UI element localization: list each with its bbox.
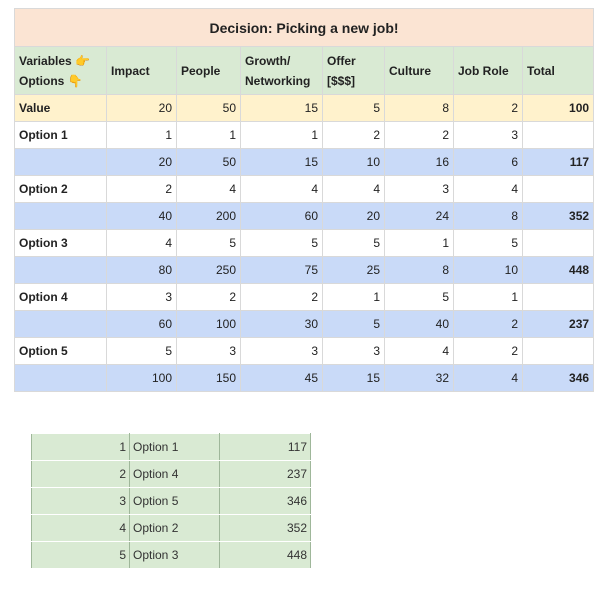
header-cell-impact[interactable]: Impact [107, 47, 177, 95]
empty-cell[interactable] [15, 311, 107, 338]
empty-cell[interactable] [15, 149, 107, 176]
rank-option-cell[interactable]: Option 3 [130, 542, 220, 569]
rank-total-cell[interactable]: 352 [220, 515, 311, 542]
score-cell[interactable]: 100 [107, 365, 177, 392]
rating-cell[interactable]: 2 [385, 122, 454, 149]
rank-cell[interactable]: 4 [32, 515, 130, 542]
option-total-cell[interactable]: 117 [523, 149, 594, 176]
rating-cell[interactable]: 2 [323, 122, 385, 149]
option-score-row [15, 365, 594, 392]
header-row [15, 47, 594, 95]
value-people-cell[interactable]: 50 [177, 95, 241, 122]
rating-cell[interactable]: 3 [385, 176, 454, 203]
rating-cell[interactable]: 5 [241, 230, 323, 257]
score-cell[interactable]: 250 [177, 257, 241, 284]
rating-cell[interactable]: 5 [107, 338, 177, 365]
header-cell-job-role[interactable]: Job Role [454, 47, 523, 95]
value-label-cell[interactable]: Value [15, 95, 107, 122]
value-growth-cell[interactable]: 15 [241, 95, 323, 122]
option-score-row [15, 257, 594, 284]
score-cell[interactable]: 32 [385, 365, 454, 392]
option-rating-row [15, 338, 594, 365]
decision-matrix-table [14, 8, 594, 392]
value-row [15, 95, 594, 122]
pointing-right-icon: 👉 [75, 53, 91, 68]
rating-cell[interactable]: 1 [241, 122, 323, 149]
rating-cell[interactable]: 4 [454, 176, 523, 203]
score-cell[interactable]: 15 [323, 365, 385, 392]
networking-label: Networking [245, 73, 311, 88]
empty-cell[interactable] [15, 365, 107, 392]
offer-label: Offer [327, 53, 356, 68]
score-cell[interactable]: 30 [241, 311, 323, 338]
option-rating-row [15, 176, 594, 203]
score-cell[interactable]: 75 [241, 257, 323, 284]
header-cell-culture[interactable]: Culture [385, 47, 454, 95]
ranking-row [32, 542, 311, 569]
rank-option-cell[interactable]: Option 2 [130, 515, 220, 542]
score-cell[interactable]: 5 [323, 311, 385, 338]
option-label-cell[interactable]: Option 1 [15, 122, 107, 149]
score-cell[interactable]: 80 [107, 257, 177, 284]
offer-currency-label: [$$$] [327, 73, 356, 88]
ranking-row [32, 461, 311, 488]
header-cell-variables-options[interactable] [15, 47, 107, 95]
rating-cell[interactable]: 1 [385, 230, 454, 257]
score-cell[interactable]: 6 [454, 149, 523, 176]
rating-cell[interactable]: 2 [177, 284, 241, 311]
score-cell[interactable]: 150 [177, 365, 241, 392]
empty-cell[interactable] [15, 203, 107, 230]
ranking-row [32, 488, 311, 515]
option-total-cell[interactable]: 352 [523, 203, 594, 230]
rating-cell[interactable]: 5 [385, 284, 454, 311]
rating-cell[interactable]: 1 [454, 284, 523, 311]
empty-cell[interactable] [523, 284, 594, 311]
score-cell[interactable]: 2 [454, 311, 523, 338]
rating-cell[interactable]: 1 [107, 122, 177, 149]
rating-cell[interactable]: 3 [454, 122, 523, 149]
score-cell[interactable]: 20 [323, 203, 385, 230]
score-cell[interactable]: 15 [241, 149, 323, 176]
header-cell-offer[interactable] [323, 47, 385, 95]
rank-cell[interactable]: 5 [32, 542, 130, 569]
score-cell[interactable]: 60 [241, 203, 323, 230]
option-score-row [15, 149, 594, 176]
rank-option-cell[interactable]: Option 4 [130, 461, 220, 488]
header-cell-growth[interactable] [241, 47, 323, 95]
score-cell[interactable]: 45 [241, 365, 323, 392]
score-cell[interactable]: 10 [454, 257, 523, 284]
empty-cell[interactable] [523, 122, 594, 149]
empty-cell[interactable] [523, 338, 594, 365]
rating-cell[interactable]: 4 [177, 176, 241, 203]
value-job-role-cell[interactable]: 2 [454, 95, 523, 122]
rating-cell[interactable]: 4 [323, 176, 385, 203]
rating-cell[interactable]: 4 [241, 176, 323, 203]
rating-cell[interactable]: 5 [177, 230, 241, 257]
rank-total-cell[interactable]: 448 [220, 542, 311, 569]
rating-cell[interactable]: 3 [323, 338, 385, 365]
rating-cell[interactable]: 4 [385, 338, 454, 365]
rank-option-cell[interactable]: Option 5 [130, 488, 220, 515]
value-offer-cell[interactable]: 5 [323, 95, 385, 122]
score-cell[interactable]: 25 [323, 257, 385, 284]
options-label: Options [19, 73, 65, 88]
rank-cell[interactable]: 1 [32, 434, 130, 461]
option-total-cell[interactable]: 346 [523, 365, 594, 392]
option-score-row [15, 311, 594, 338]
option-label-cell[interactable]: Option 4 [15, 284, 107, 311]
empty-cell[interactable] [523, 176, 594, 203]
rating-cell[interactable]: 2 [107, 176, 177, 203]
rating-cell[interactable]: 2 [454, 338, 523, 365]
value-total-cell[interactable]: 100 [523, 95, 594, 122]
ranking-row [32, 434, 311, 461]
score-cell[interactable]: 8 [454, 203, 523, 230]
score-cell[interactable]: 16 [385, 149, 454, 176]
rating-cell[interactable]: 2 [241, 284, 323, 311]
rating-cell[interactable]: 4 [107, 230, 177, 257]
variables-label: Variables [19, 53, 72, 68]
option-score-row [15, 203, 594, 230]
option-rating-row [15, 230, 594, 257]
rating-cell[interactable]: 3 [241, 338, 323, 365]
ranking-row [32, 515, 311, 542]
rating-cell[interactable]: 1 [177, 122, 241, 149]
score-cell[interactable]: 4 [454, 365, 523, 392]
option-total-cell[interactable]: 448 [523, 257, 594, 284]
rank-total-cell[interactable]: 346 [220, 488, 311, 515]
value-impact-cell[interactable]: 20 [107, 95, 177, 122]
score-cell[interactable]: 100 [177, 311, 241, 338]
rating-cell[interactable]: 1 [323, 284, 385, 311]
score-cell[interactable]: 40 [385, 311, 454, 338]
value-culture-cell[interactable]: 8 [385, 95, 454, 122]
matrix-title[interactable]: Decision: Picking a new job! [15, 9, 594, 47]
score-cell[interactable]: 20 [107, 149, 177, 176]
pointing-down-icon: 👇 [67, 73, 83, 88]
growth-label: Growth/ [245, 53, 291, 68]
rank-total-cell[interactable]: 117 [220, 434, 311, 461]
score-cell[interactable]: 8 [385, 257, 454, 284]
rank-cell[interactable]: 3 [32, 488, 130, 515]
rating-cell[interactable]: 3 [177, 338, 241, 365]
header-cell-total[interactable]: Total [523, 47, 594, 95]
ranking-table [31, 433, 311, 569]
option-label-cell[interactable]: Option 2 [15, 176, 107, 203]
rank-option-cell[interactable]: Option 1 [130, 434, 220, 461]
option-label-cell[interactable]: Option 3 [15, 230, 107, 257]
empty-cell[interactable] [15, 257, 107, 284]
score-cell[interactable]: 40 [107, 203, 177, 230]
empty-cell[interactable] [523, 230, 594, 257]
rating-cell[interactable]: 3 [107, 284, 177, 311]
rank-total-cell[interactable]: 237 [220, 461, 311, 488]
header-cell-people[interactable]: People [177, 47, 241, 95]
option-total-cell[interactable]: 237 [523, 311, 594, 338]
score-cell[interactable]: 10 [323, 149, 385, 176]
rating-cell[interactable]: 5 [323, 230, 385, 257]
rating-cell[interactable]: 5 [454, 230, 523, 257]
option-rating-row [15, 122, 594, 149]
score-cell[interactable]: 200 [177, 203, 241, 230]
score-cell[interactable]: 24 [385, 203, 454, 230]
rank-cell[interactable]: 2 [32, 461, 130, 488]
score-cell[interactable]: 50 [177, 149, 241, 176]
score-cell[interactable]: 60 [107, 311, 177, 338]
option-label-cell[interactable]: Option 5 [15, 338, 107, 365]
option-rating-row [15, 284, 594, 311]
title-row [15, 9, 594, 47]
